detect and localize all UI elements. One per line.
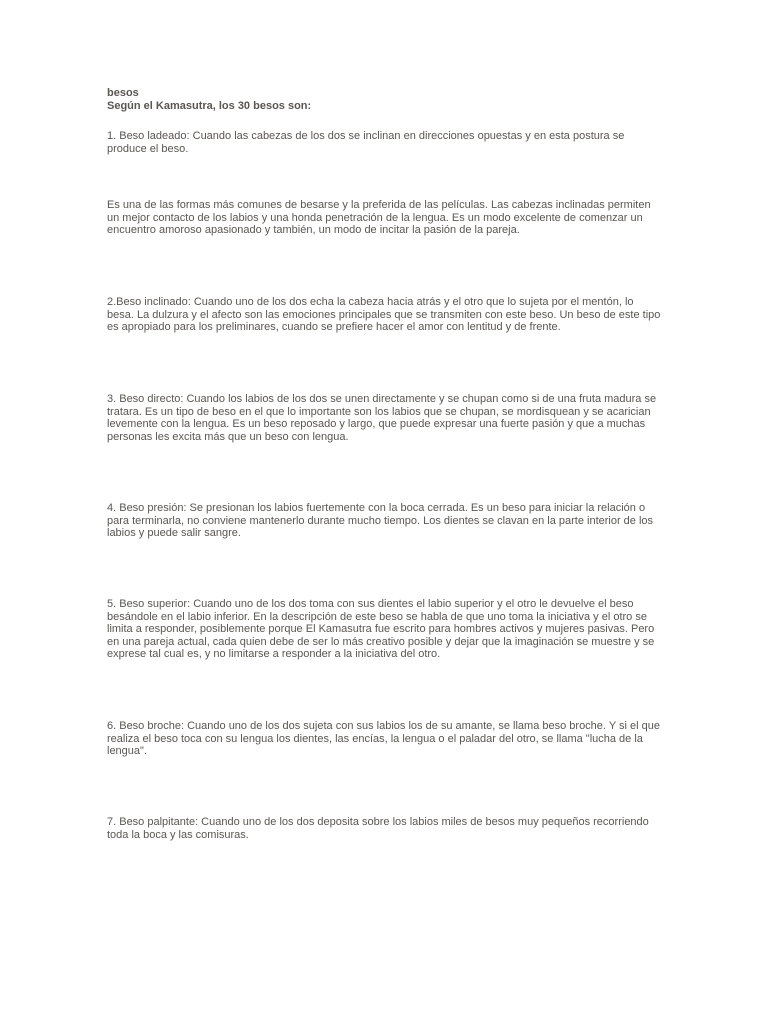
paragraph-1: 1. Beso ladeado: Cuando las cabezas de los dos se inclinan en direcciones opuestas y en esta postura se produce el beso.	[107, 130, 625, 155]
paragraph-3: 2.Beso inclinado: Cuando uno de los dos echa la cabeza hacia atrás y el otro que lo sujeta por el mentón, lo besa. La dulzura y el afecto son las emociones principales que se transmiten con este beso. Un beso de este tipo es apropiado para los preliminares, cuando se prefiere hacer el amor con lentitud y de frente.	[107, 296, 661, 334]
document-subtitle: Según el Kamasutra, los 30 besos son:	[107, 100, 312, 112]
paragraph-2: Es una de las formas más comunes de besarse y la preferida de las películas. Las cabezas inclinadas permiten un mejor contacto de los labios y una honda penetración de la lengua. Es un modo excelente de comenzar un encuentro amoroso apasionado y también, un modo de incitar la pasión de la pareja.	[107, 199, 651, 237]
paragraph-7: 6. Beso broche: Cuando uno de los dos sujeta con sus labios los de su amante, se llama beso broche. Y si el que realiza el beso toca con su lengua los dientes, las encías, la lengua o el paladar del otro, se llama "lucha de la lengua".	[107, 720, 660, 758]
paragraph-8: 7. Beso palpitante: Cuando uno de los dos deposita sobre los labios miles de besos muy pequeños recorriendo toda la boca y las comisuras.	[107, 816, 649, 841]
paragraph-6: 5. Beso superior: Cuando uno de los dos toma con sus dientes el labio superior y el otro le devuelve el beso besándole en el labio inferior. En la descripción de este beso se habla de que uno toma la iniciativa y el otro se limita a responder, posiblemente porque El Kamasutra fue escrito para hombres activos y mujeres pasivas. Pero en una pareja actual, cada quien debe de ser lo más creativo posible y dejar que la imaginación se muestre y se exprese tal cual es, y no limitarse a responder a la iniciativa del otro.	[107, 598, 655, 661]
paragraph-4: 3. Beso directo: Cuando los labios de los dos se unen directamente y se chupan como si de una fruta madura se tratara. Es un tipo de beso en el que lo importante son los labios que se chupan, se mordisquean y se acarician levemente con la lengua. Es un beso reposado y largo, que puede expresar una fuerte pasión y que a muchas personas les excita más que un beso con lengua.	[107, 393, 657, 443]
document-body	[107, 87, 663, 841]
paragraph-5: 4. Beso presión: Se presionan los labios fuertemente con la boca cerrada. Es un beso para iniciar la relación o para terminarla, no conviene mantenerlo durante mucho tiempo. Los dientes se clavan en la parte interior de los labios y puede salir sangre.	[107, 502, 654, 540]
document-title: besos	[107, 87, 139, 99]
